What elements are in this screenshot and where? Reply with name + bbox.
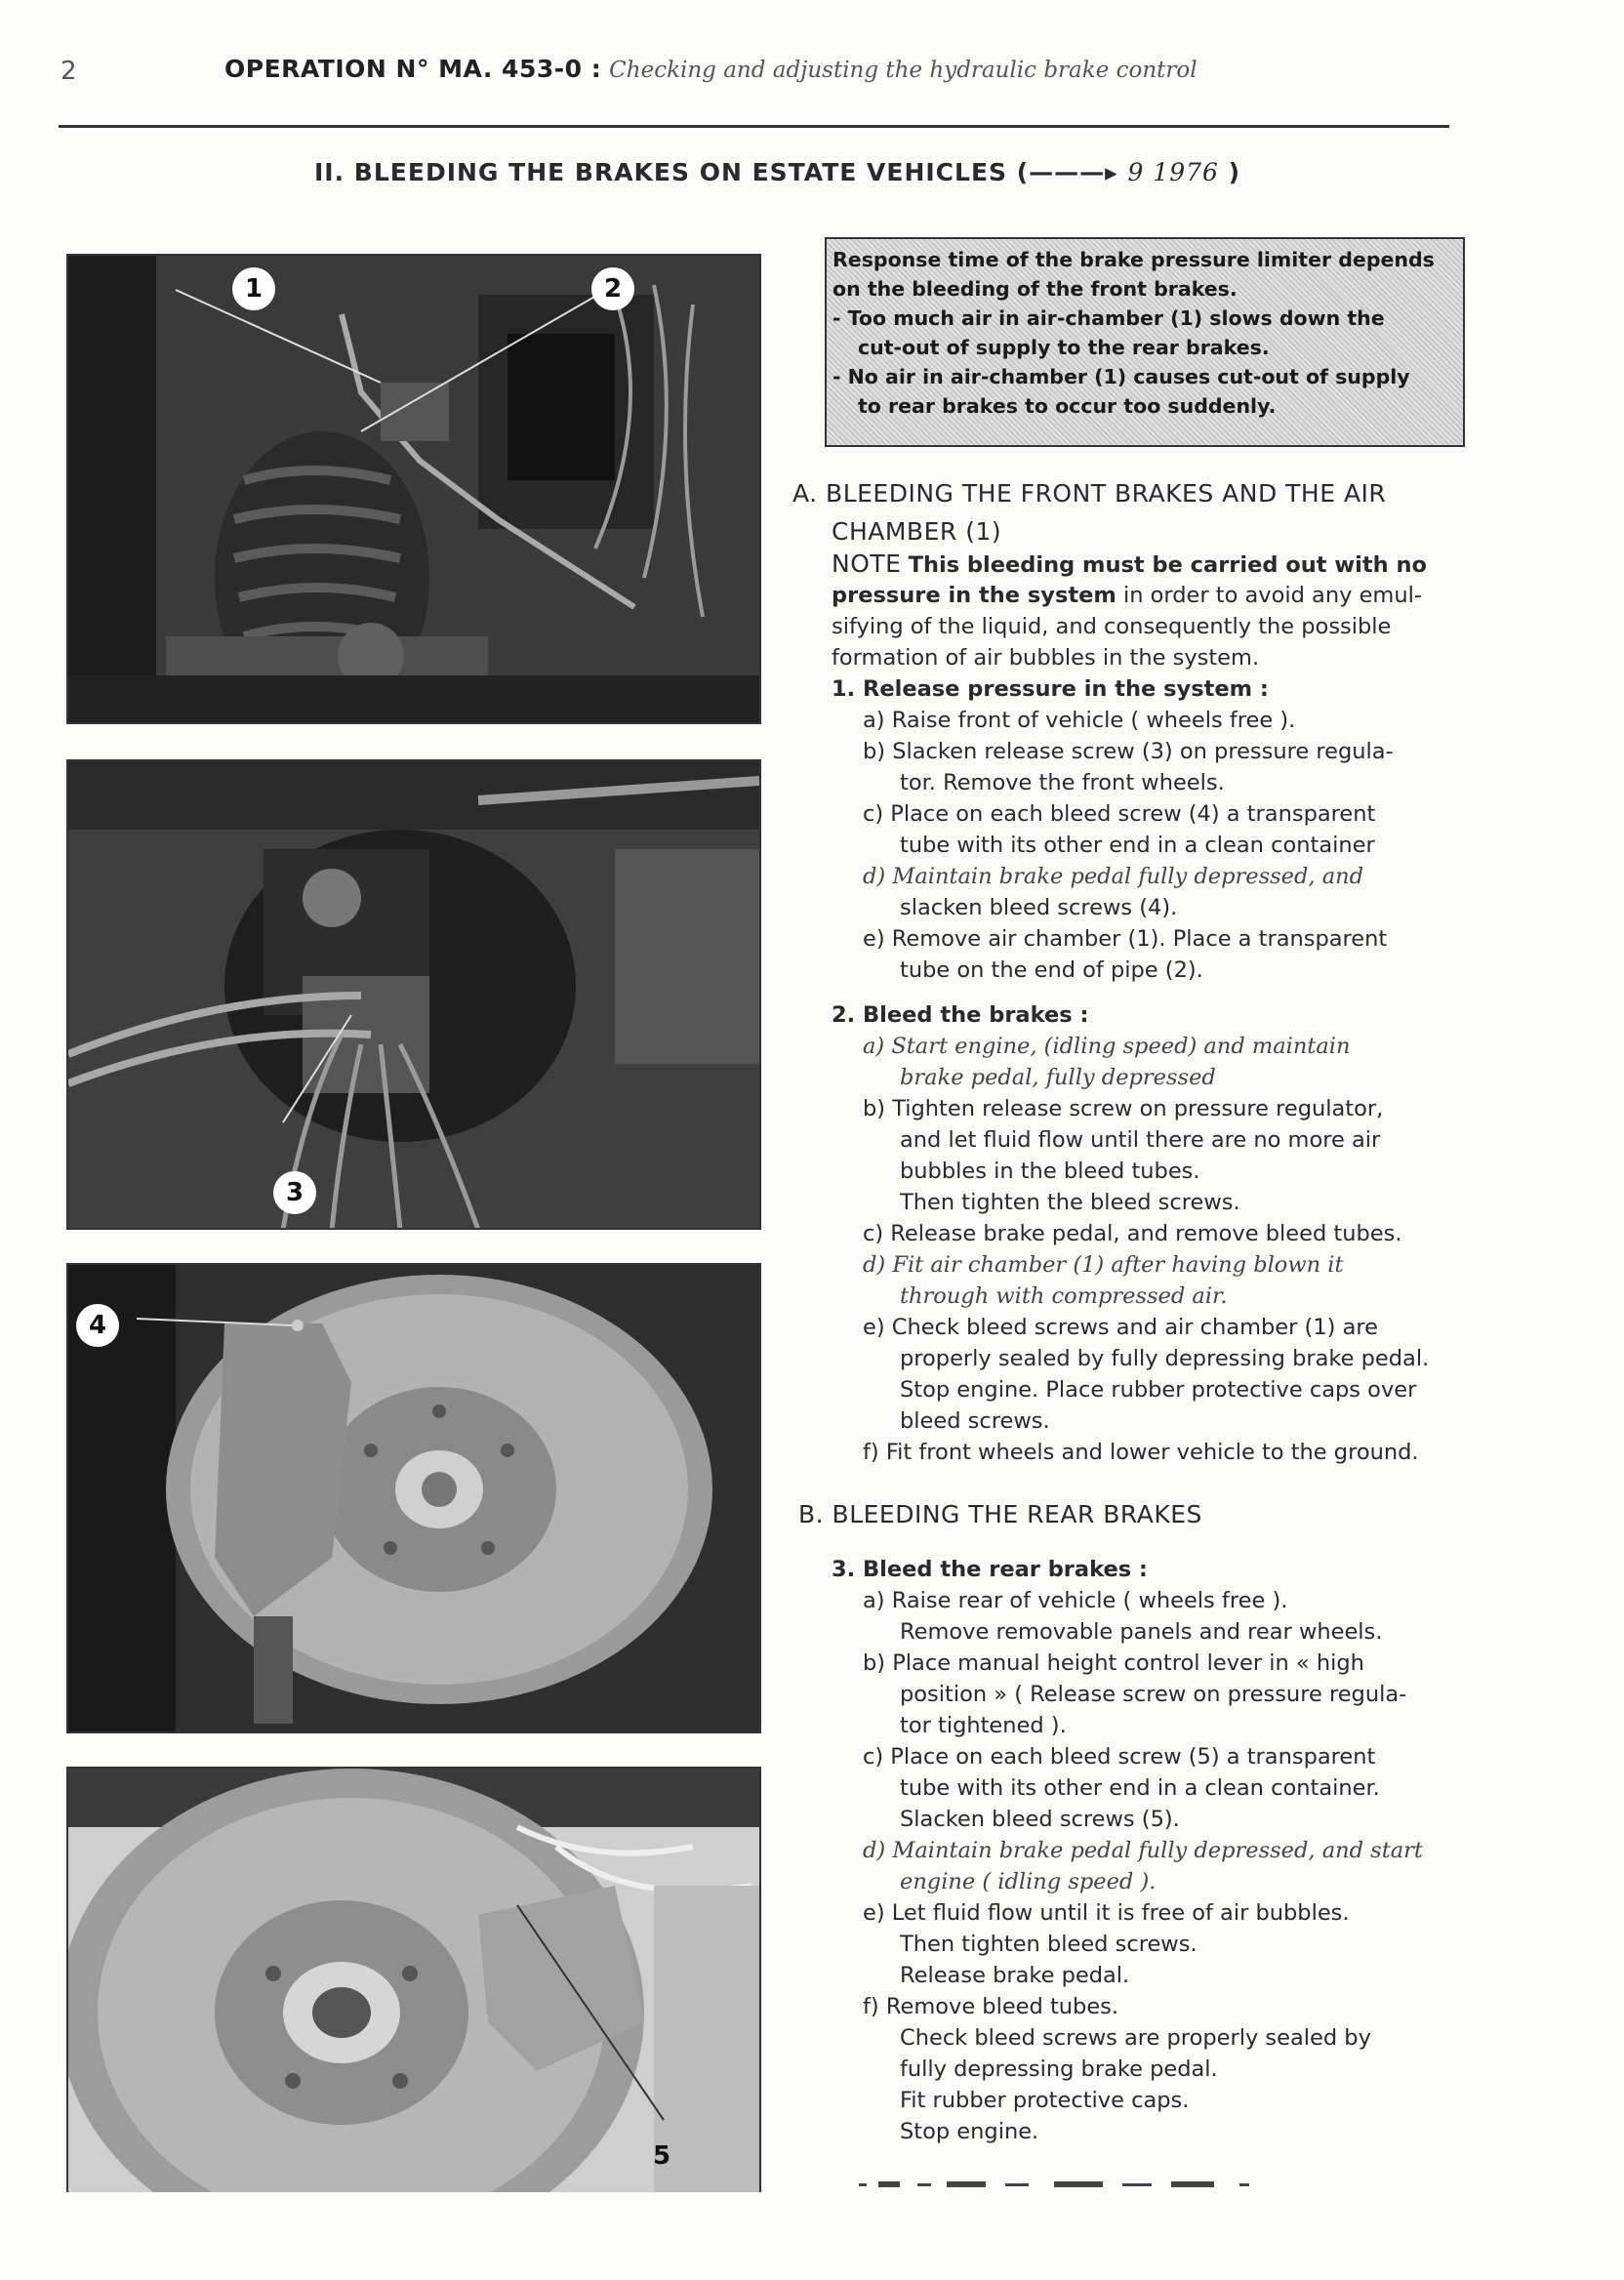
section-a-heading-2: CHAMBER (1) bbox=[832, 517, 1002, 546]
note-line: Response time of the brake pressure limiter depends bbox=[832, 248, 1435, 271]
photo-pressure-regulator bbox=[66, 759, 761, 1230]
step-item: f) Fit front wheels and lower vehicle to the ground. bbox=[863, 1440, 1419, 1465]
warning-note-box bbox=[825, 237, 1465, 447]
note-line: - Too much air in air-chamber (1) slows down the bbox=[832, 306, 1385, 330]
note-line: on the bleeding of the front brakes. bbox=[832, 277, 1238, 301]
step-item: d) Maintain brake pedal fully depressed, and start bbox=[863, 1838, 1423, 1863]
step-item: tube with its other end in a clean container. bbox=[900, 1775, 1380, 1801]
step-item: e) Let fluid flow until it is free of air bubbles. bbox=[863, 1900, 1350, 1926]
page-number: 2 bbox=[61, 57, 77, 86]
step-item: e) Remove air chamber (1). Place a transparent bbox=[863, 926, 1388, 952]
callout-2: 2 bbox=[591, 267, 634, 310]
step-item: fully depressing brake pedal. bbox=[900, 2056, 1218, 2082]
callout-3: 3 bbox=[273, 1171, 316, 1214]
arrow-icon: ———▸ bbox=[1029, 158, 1118, 186]
step-item: Stop engine. Place rubber protective caps over bbox=[900, 1377, 1417, 1403]
step-item: and let fluid flow until there are no more air bbox=[900, 1127, 1381, 1153]
note-label: NOTE bbox=[832, 550, 902, 578]
step-item: tor tightened ). bbox=[900, 1713, 1067, 1738]
photo-rear-brake bbox=[66, 1767, 761, 2192]
section-title-close: ) bbox=[1228, 158, 1241, 186]
operation-number: OPERATION N° MA. 453-0 : bbox=[224, 55, 602, 83]
section-a-note-line bbox=[832, 580, 1422, 611]
operation-header bbox=[224, 55, 1198, 83]
step-item: f) Remove bleed tubes. bbox=[863, 1994, 1119, 2019]
step-item: bleed screws. bbox=[900, 1408, 1050, 1434]
step-item: Remove removable panels and rear wheels. bbox=[900, 1619, 1383, 1645]
note-bold-2: pressure in the system bbox=[832, 583, 1116, 608]
note-bold: This bleeding must be carried out with no bbox=[908, 552, 1427, 578]
step-item: a) Raise rear of vehicle ( wheels free ). bbox=[863, 1588, 1288, 1613]
step-item: slacken bleed screws (4). bbox=[900, 895, 1178, 920]
step-item: c) Place on each bleed screw (5) a transparent bbox=[863, 1744, 1376, 1770]
step-item: tube on the end of pipe (2). bbox=[900, 957, 1203, 983]
photo-front-brake-disc bbox=[66, 1263, 761, 1733]
operation-title: Checking and adjusting the hydraulic brake control bbox=[609, 58, 1198, 83]
step-item: bubbles in the bleed tubes. bbox=[900, 1159, 1200, 1184]
note-line: cut-out of supply to the rear brakes. bbox=[858, 336, 1270, 359]
step-item: Slacken bleed screws (5). bbox=[900, 1807, 1180, 1832]
note-rest: in order to avoid any emul- bbox=[1122, 583, 1422, 608]
step-item: a) Raise front of vehicle ( wheels free ). bbox=[863, 708, 1296, 733]
callout-1: 1 bbox=[232, 267, 275, 310]
section-title-date: 9 1976 bbox=[1127, 158, 1219, 186]
step-item: c) Release brake pedal, and remove bleed tubes. bbox=[863, 1221, 1402, 1246]
callout-4: 4 bbox=[76, 1304, 119, 1347]
step-item: tor. Remove the front wheels. bbox=[900, 770, 1225, 795]
step-item: through with compressed air. bbox=[900, 1283, 1228, 1309]
section-b-heading: B. BLEEDING THE REAR BRAKES bbox=[798, 1500, 1202, 1528]
step-item: b) Place manual height control lever in « high bbox=[863, 1650, 1364, 1676]
step-item: Fit rubber protective caps. bbox=[900, 2088, 1190, 2113]
step-item: brake pedal, fully depressed bbox=[900, 1065, 1216, 1090]
step-item: b) Tighten release screw on pressure regulator, bbox=[863, 1096, 1384, 1121]
step-3-title: 3. Bleed the rear brakes : bbox=[832, 1557, 1148, 1582]
step-item: d) Fit air chamber (1) after having blown it bbox=[863, 1252, 1344, 1278]
section-a-note-line: formation of air bubbles in the system. bbox=[832, 645, 1260, 671]
step-item: properly sealed by fully depressing brake pedal. bbox=[900, 1346, 1430, 1371]
step-item: Release brake pedal. bbox=[900, 1963, 1130, 1988]
section-title-text: II. BLEEDING THE BRAKES ON ESTATE VEHICLES ( bbox=[314, 158, 1030, 186]
step-item: Then tighten bleed screws. bbox=[900, 1932, 1198, 1957]
step-item: c) Place on each bleed screw (4) a transparent bbox=[863, 801, 1376, 827]
section-a-note-line: sifying of the liquid, and consequently the possible bbox=[832, 614, 1392, 639]
photo-engine-bay bbox=[66, 254, 761, 724]
section-title bbox=[314, 158, 1240, 186]
step-item: position » ( Release screw on pressure regula- bbox=[900, 1682, 1407, 1707]
header-rule bbox=[59, 125, 1449, 128]
step-2-title: 2. Bleed the brakes : bbox=[832, 1002, 1089, 1028]
step-item: b) Slacken release screw (3) on pressure regula- bbox=[863, 739, 1394, 764]
step-item: d) Maintain brake pedal fully depressed, and bbox=[863, 864, 1364, 889]
section-a-note bbox=[832, 549, 1427, 581]
note-line: to rear brakes to occur too suddenly. bbox=[858, 394, 1277, 418]
step-item: Check bleed screws are properly sealed by bbox=[900, 2025, 1371, 2051]
section-a-heading: A. BLEEDING THE FRONT BRAKES AND THE AIR bbox=[792, 479, 1387, 508]
cut-off-line bbox=[859, 2177, 1308, 2190]
step-item: engine ( idling speed ). bbox=[900, 1869, 1157, 1894]
note-line: - No air in air-chamber (1) causes cut-out of supply bbox=[832, 365, 1410, 388]
step-item: Then tighten the bleed screws. bbox=[900, 1190, 1240, 1215]
step-item: e) Check bleed screws and air chamber (1) are bbox=[863, 1315, 1378, 1340]
callout-5: 5 bbox=[652, 2141, 671, 2171]
step-item: Stop engine. bbox=[900, 2119, 1039, 2144]
step-item: tube with its other end in a clean container bbox=[900, 833, 1375, 858]
step-1-title: 1. Release pressure in the system : bbox=[832, 676, 1269, 702]
step-item: a) Start engine, (idling speed) and maintain bbox=[863, 1034, 1351, 1059]
